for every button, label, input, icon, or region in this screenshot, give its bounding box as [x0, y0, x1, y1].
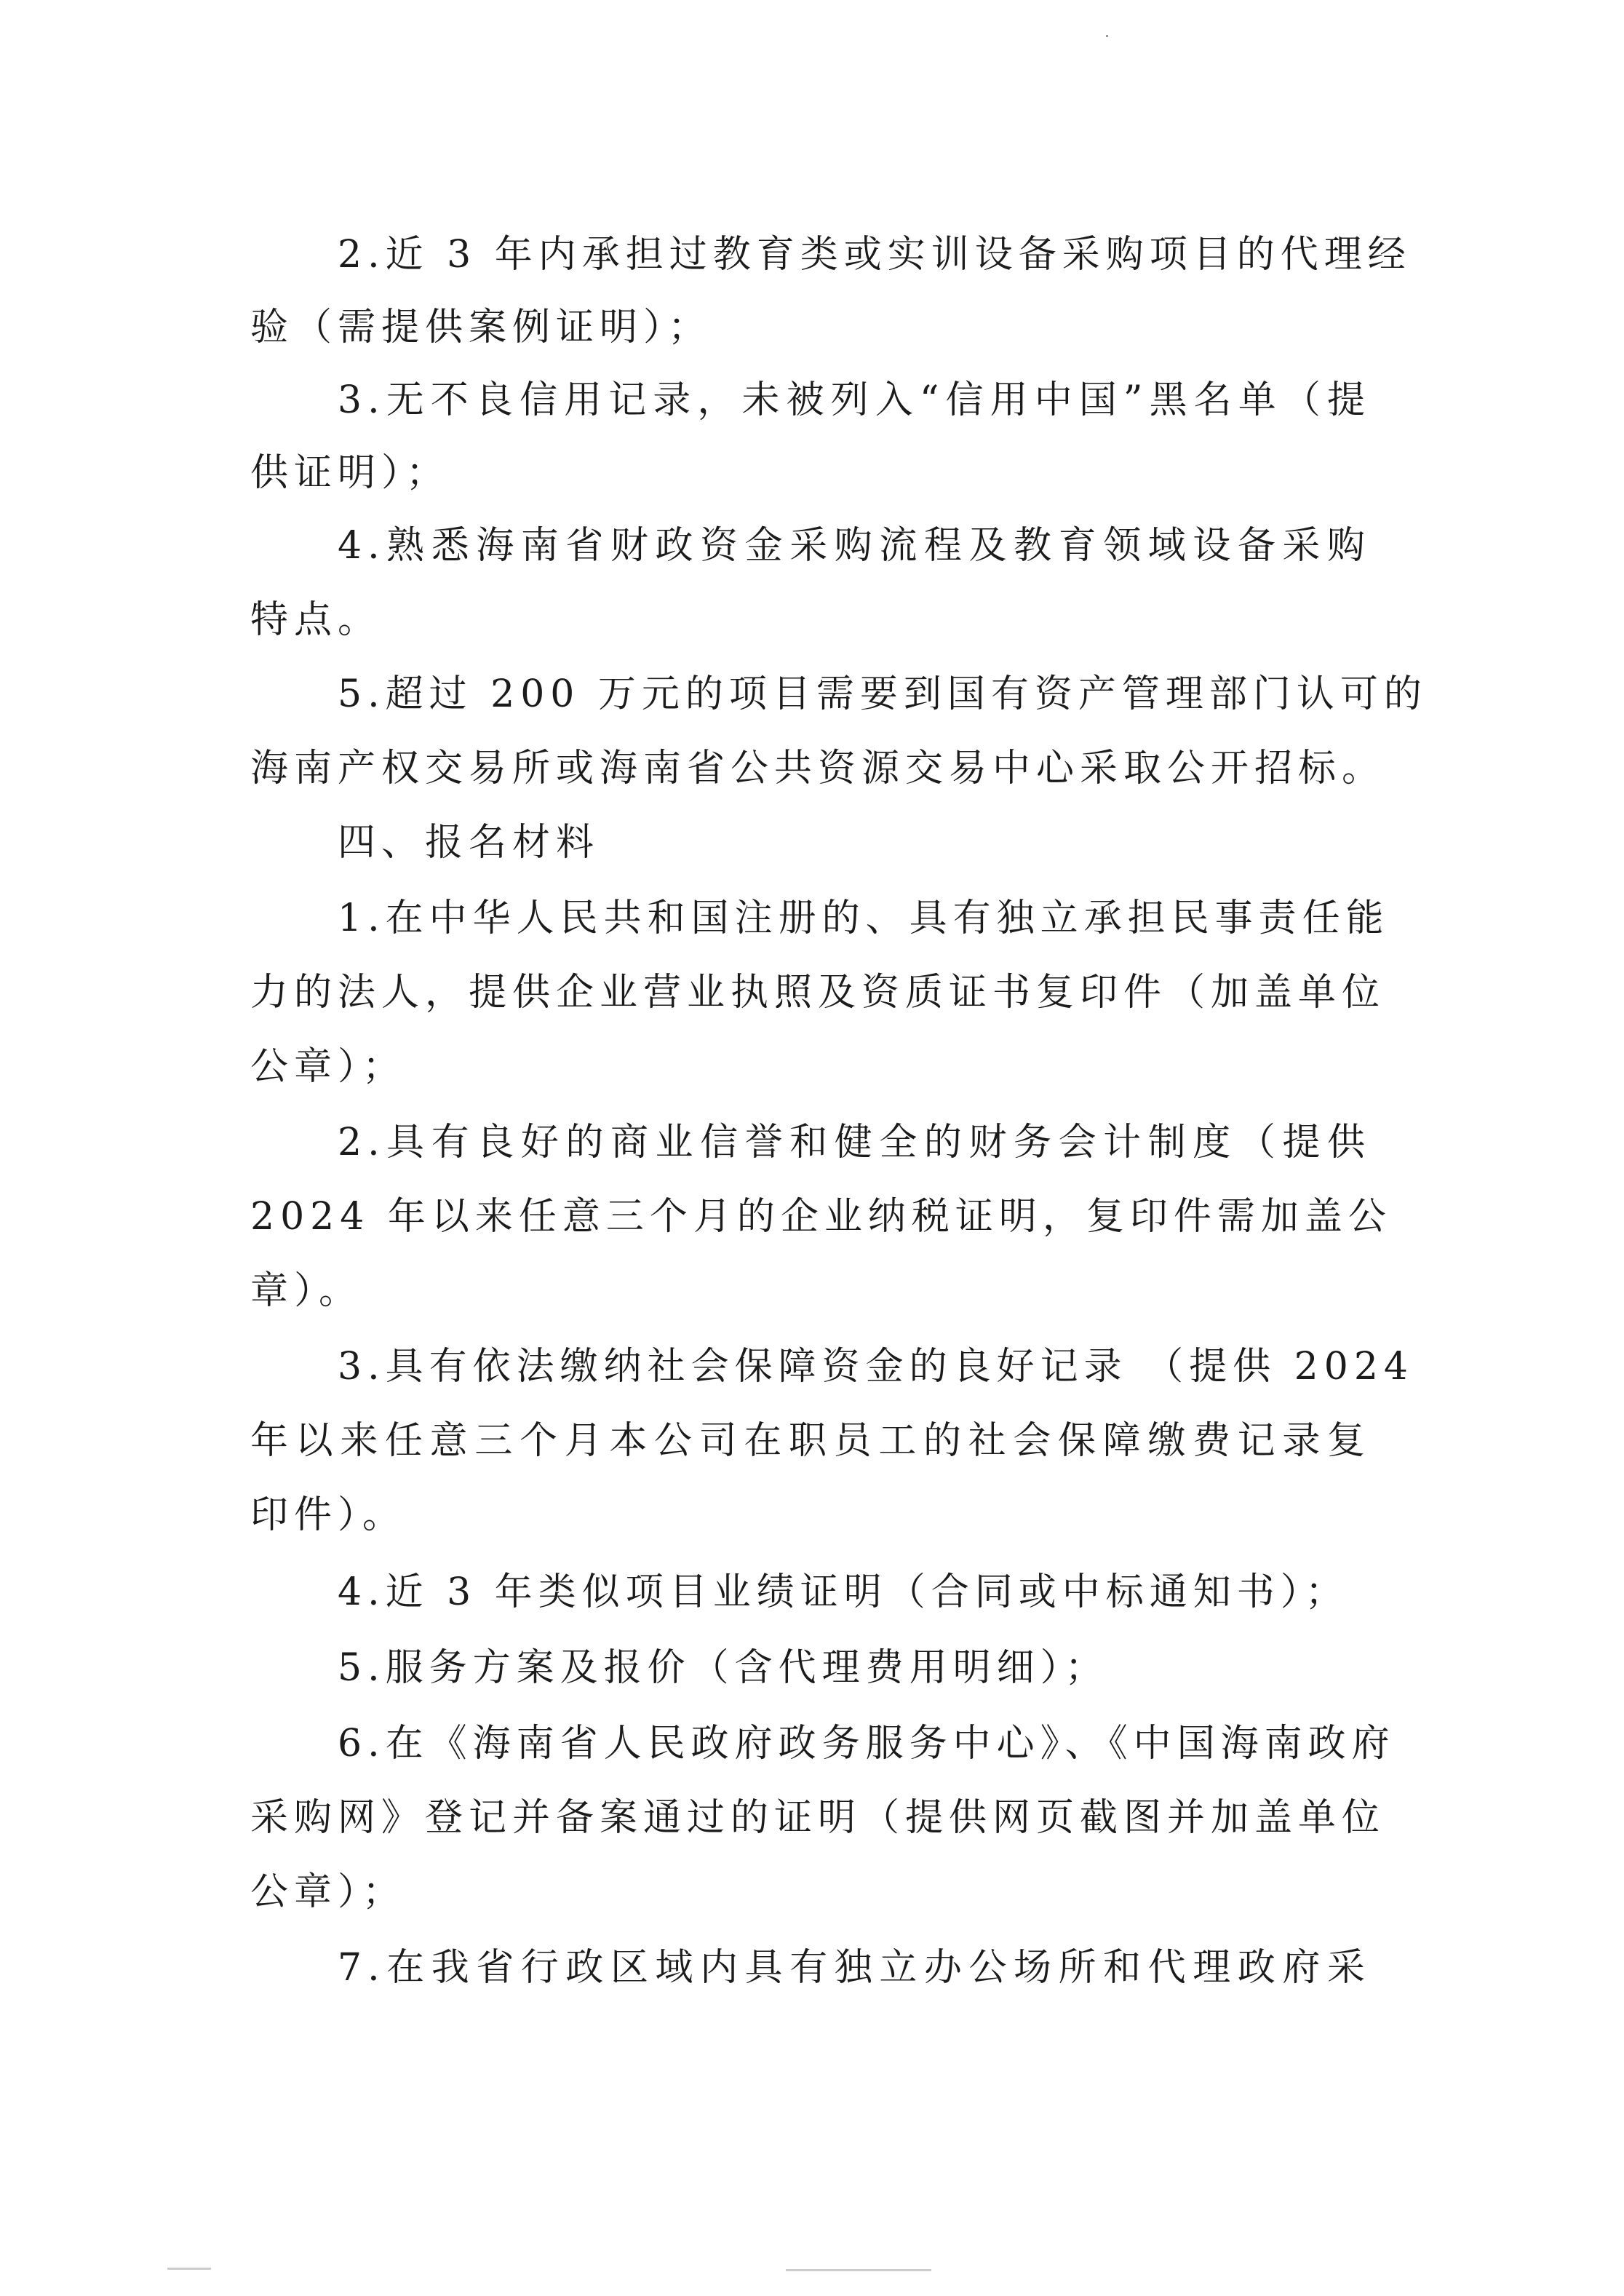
text-line: 公章）；: [250, 1870, 407, 1914]
text-line: 年以来任意三个月本公司在职员工的社会保障缴费记录复: [250, 1419, 1371, 1463]
text-line: 力的法人，提供企业营业执照及资质证书复印件（加盖单位: [250, 971, 1386, 1014]
text-line: 章）。: [250, 1269, 363, 1313]
text-line: 印件）。: [250, 1493, 407, 1537]
text-line: 7.在我省行政区域内具有独立办公场所和代理政府采: [338, 1946, 1371, 1990]
text-line: 4.熟悉海南省财政资金采购流程及教育领域设备采购: [338, 524, 1371, 568]
text-line: 5.超过 200 万元的项目需要到国有资产管理部门认可的: [338, 672, 1428, 716]
text-line: 5.服务方案及报价（含代理费用明细）；: [338, 1646, 1109, 1690]
scan-edge-mark: [167, 2268, 211, 2270]
scan-speck: [1106, 35, 1108, 37]
text-line: 供证明）；: [250, 451, 450, 495]
text-line: 4.近 3 年类似项目业绩证明（合同或中标通知书）；: [338, 1570, 1349, 1614]
section-heading: 四、报名材料: [338, 821, 600, 865]
text-line: 特点。: [250, 598, 382, 642]
text-line: 2.具有良好的商业信誉和健全的财务会计制度（提供: [338, 1121, 1371, 1164]
text-line: 采购网》登记并备案通过的证明（提供网页截图并加盖单位: [250, 1796, 1386, 1840]
text-line: 验（需提供案例证明）；: [250, 306, 712, 349]
text-line: 3.具有依法缴纳社会保障资金的良好记录 （提供 2024: [338, 1345, 1414, 1389]
scan-edge-mark: [786, 2269, 931, 2271]
text-line: 2024 年以来任意三个月的企业纳税证明，复印件需加盖公: [250, 1195, 1392, 1239]
text-line: 3.无不良信用记录，未被列入“信用中国”黑名单（提: [338, 378, 1371, 422]
text-line: 海南产权交易所或海南省公共资源交易中心采取公开招标。: [250, 747, 1386, 790]
text-line: 6.在《海南省人民政府政务服务中心》、《中国海南政府: [338, 1722, 1396, 1765]
text-line: 公章）；: [250, 1045, 407, 1089]
text-line: 2.近 3 年内承担过教育类或实训设备采购项目的代理经: [338, 233, 1412, 277]
text-line: 1.在中华人民共和国注册的、具有独立承担民事责任能: [338, 897, 1390, 940]
